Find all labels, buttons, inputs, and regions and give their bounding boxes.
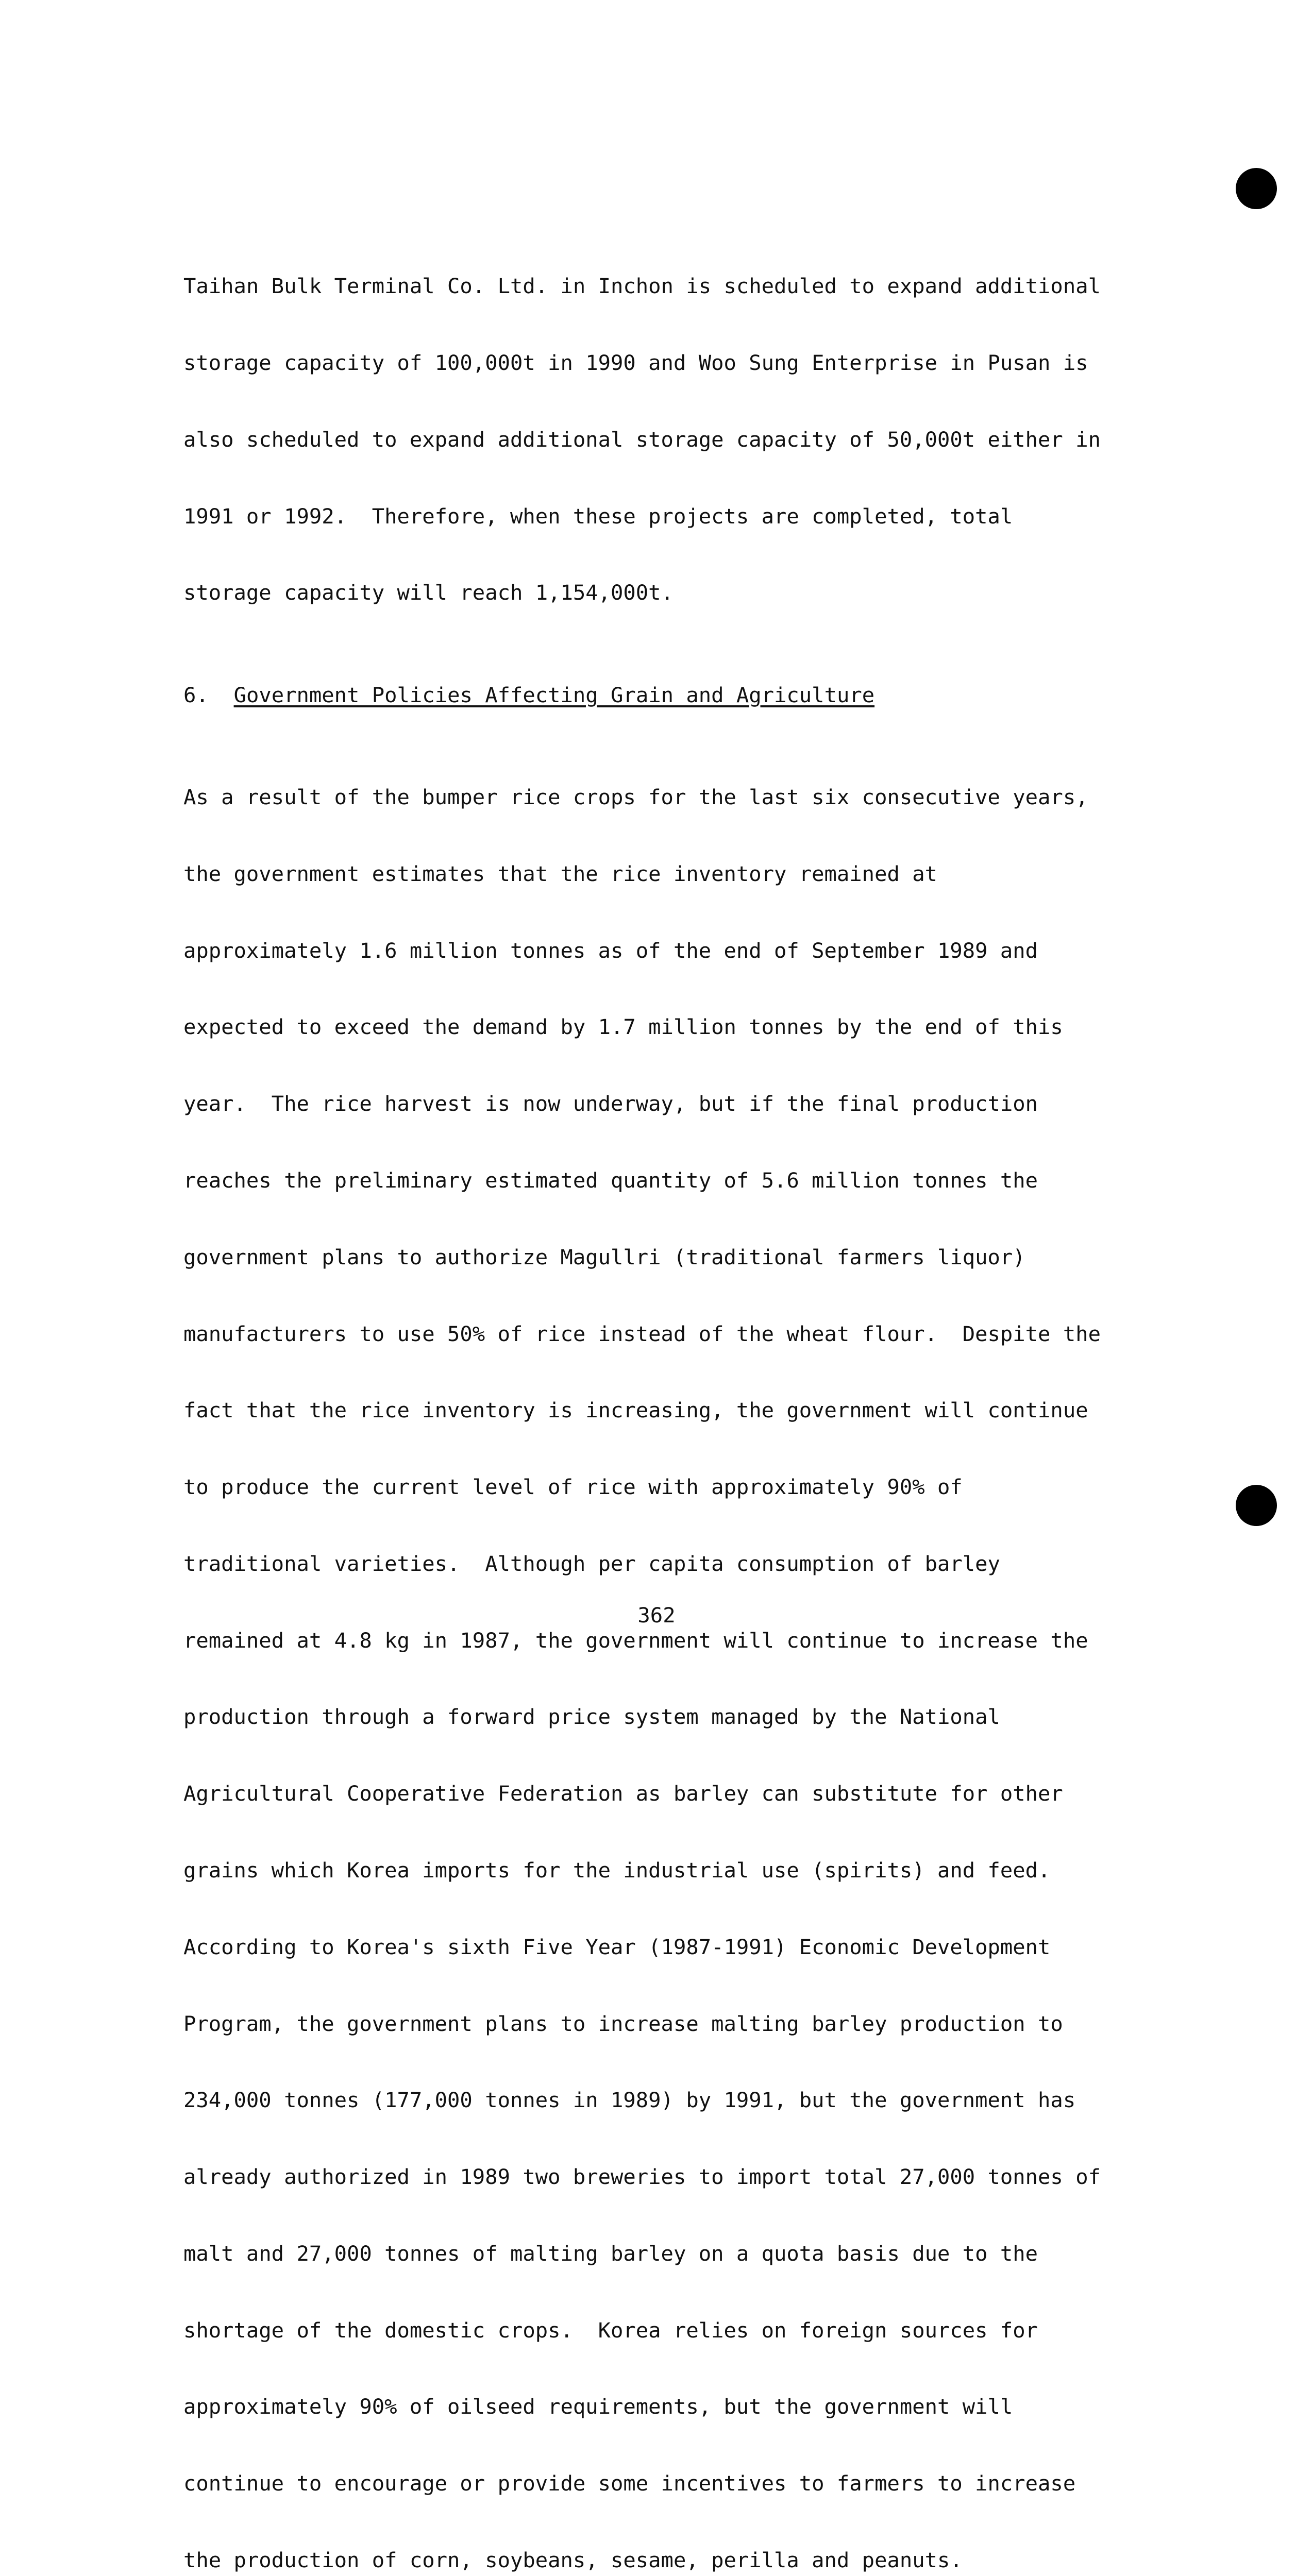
section-number: 6. [183, 682, 209, 707]
text-line: As a result of the bumper rice crops for the last six consecutive years, [183, 785, 1088, 810]
document-body [183, 223, 1163, 2576]
text-line: approximately 90% of oilseed requirements, but the government will [183, 2394, 1013, 2419]
text-line: continue to encourage or provide some incentives to farmers to increase [183, 2471, 1076, 2496]
paragraph-rice-inventory [183, 734, 1163, 2576]
text-line: production through a forward price system managed by the National [183, 1704, 1000, 1730]
section-title: Government Policies Affecting Grain and Agriculture [233, 682, 875, 707]
text-line: to produce the current level of rice with approximately 90% of [183, 1475, 963, 1500]
text-line: 234,000 tonnes (177,000 tonnes in 1989) by 1991, but the government has [183, 2088, 1076, 2113]
punch-hole-top [1236, 168, 1277, 209]
paragraph-spacer [183, 708, 1163, 734]
text-line: storage capacity will reach 1,154,000t. [183, 580, 674, 605]
text-line: Program, the government plans to increase malting barley production to [183, 2011, 1063, 2036]
text-line: year. The rice harvest is now underway, but if the final production [183, 1091, 1038, 1116]
page-number: 362 [637, 1603, 676, 1628]
text-line: also scheduled to expand additional storage capacity of 50,000t either in [183, 427, 1101, 452]
text-line: Agricultural Cooperative Federation as barley can substitute for other [183, 1781, 1063, 1806]
text-line: grains which Korea imports for the industrial use (spirits) and feed. [183, 1858, 1051, 1883]
text-line: malt and 27,000 tonnes of malting barley on a quota basis due to the [183, 2241, 1038, 2266]
text-line: already authorized in 1989 two breweries to import total 27,000 tonnes of [183, 2164, 1101, 2190]
text-line: manufacturers to use 50% of rice instead of the wheat flour. Despite the [183, 1321, 1101, 1346]
text-line: traditional varieties. Although per capita consumption of barley [183, 1551, 1000, 1576]
section-heading [183, 683, 1163, 708]
text-line: shortage of the domestic crops. Korea relies on foreign sources for [183, 2317, 1038, 2343]
text-line: 1991 or 1992. Therefore, when these projects are completed, total [183, 503, 1013, 529]
text-line: According to Korea's sixth Five Year (1987-1991) Economic Development [183, 1934, 1051, 1959]
paragraph-spacer [183, 657, 1163, 683]
text-line: remained at 4.8 kg in 1987, the government will continue to increase the [183, 1628, 1088, 1653]
text-line: Taihan Bulk Terminal Co. Ltd. in Inchon is scheduled to expand additional [183, 274, 1101, 299]
text-line: government plans to authorize Magullri (traditional farmers liquor) [183, 1244, 1025, 1269]
punch-hole-bottom [1236, 1485, 1277, 1526]
text-line: the production of corn, soybeans, sesame, perilla and peanuts. [183, 2548, 963, 2573]
text-line: the government estimates that the rice inventory remained at [183, 861, 937, 886]
text-line: approximately 1.6 million tonnes as of the end of September 1989 and [183, 938, 1038, 963]
text-line: expected to exceed the demand by 1.7 million tonnes by the end of this [183, 1014, 1063, 1040]
text-line: reaches the preliminary estimated quantity of 5.6 million tonnes the [183, 1167, 1038, 1193]
text-line: storage capacity of 100,000t in 1990 and Woo Sung Enterprise in Pusan is [183, 350, 1088, 375]
text-line: fact that the rice inventory is increasing, the government will continue [183, 1398, 1088, 1423]
paragraph-storage-capacity [183, 223, 1163, 657]
